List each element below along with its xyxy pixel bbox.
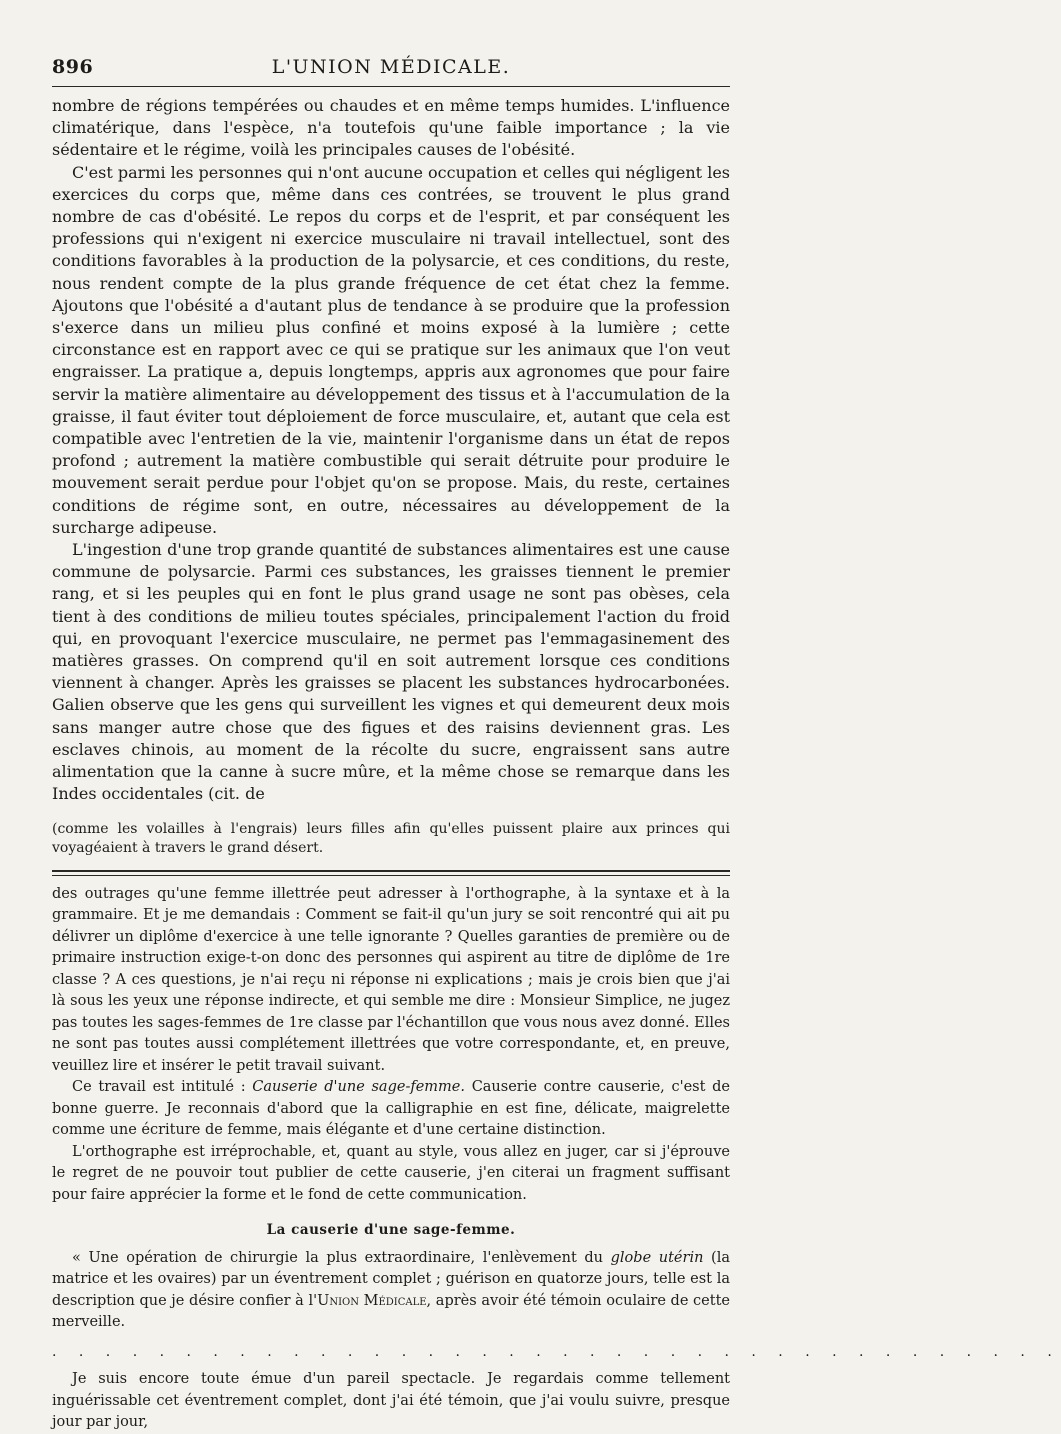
paragraph xyxy=(52,1248,730,1334)
page-number: 896 xyxy=(52,56,94,78)
paragraph: L'orthographe est irréprochable, et, quant au style, vous allez en juger, car si j'éprouve le regret de ne pouvoir tout publier de cette causerie, j'en citerai un fragment suffisant pour faire apprécier la forme et le fond de cette communication. xyxy=(52,1143,730,1203)
journal-title: L'UNION MÉDICALE. xyxy=(271,56,511,78)
feuilleton xyxy=(52,884,1061,1434)
text-span: (la matrice et les ovaires) par un éventrement complet ; guérison en quatorze jours, telle est la description que je désire confier à l' xyxy=(52,1249,730,1309)
main-article xyxy=(52,95,730,806)
feuilleton-divider xyxy=(52,870,730,876)
paragraph: nombre de régions tempérées ou chaudes et en même temps humides. L'influence climatérique, dans l'espèce, n'a toutefois qu'une faible importance ; la vie sédentaire et le régime, voilà les principales causes de l'obésité. xyxy=(52,96,730,160)
italic-title: Causerie d'une sage-femme. xyxy=(252,1079,465,1095)
paragraph: C'est parmi les personnes qui n'ont aucune occupation et celles qui négligent les exercices du corps que, même dans ces contrées, se trouvent le plus grand nombre de cas d'obésité. Le repos du corps et de l'esprit, et par conséquent les professions qui n'exigent ni exercice musculaire ni travail intellectuel, sont des conditions favorables à la production de la polysarcie, et ces conditions, du reste, nous rendent compte de la plus grande fréquence de cet état chez la femme. Ajoutons que l'obésité a d'autant plus de tendance à se produire que la profession s'exerce dans un milieu plus confiné et moins exposé à la lumière ; cette circonstance est en rapport avec ce qui se pratique sur les animaux que l'on veut engraisser. La pratique a, depuis longtemps, appris aux agronomes que pour faire servir la matière alimentaire au développement des tissus et à l'accumulation de la graisse, il faut éviter tout déploiement de force musculaire, et, autant que cela est compatible avec l'entretien de la vie, maintenir l'organisme dans un état de repos profond ; autrement la matière combustible qui serait détruite pour produire le mouvement serait perdue pour l'objet qu'on se propose. Mais, du reste, certaines conditions de régime sont, en outre, nécessaires au développement de la surcharge adipeuse. xyxy=(52,162,730,537)
page-header xyxy=(52,56,730,87)
paragraph: L'ingestion d'une trop grande quantité de substances alimentaires est une cause commune de polysarcie. Parmi ces substances, les graisses tiennent le premier rang, et si les peuples qui en font le plus grand usage ne sont pas obèses, cela tient à des conditions de milieu toutes spéciales, principalement l'action du froid qui, en provoquant l'exercice musculaire, ne permet pas l'emmagasinement des matières grasses. On comprend qu'il en soit autrement lorsque ces conditions viennent à changer. Après les graisses se placent les substances hydrocarbonées. Galien observe que les gens qui surveillent les vignes et qui demeurent deux mois sans manger autre chose que des figues et des raisins deviennent gras. Les esclaves chinois, au moment de la récolte du sucre, engraissent sans autre alimentation que la canne à sucre mûre, et la même chose se remarque dans les Indes occidentales (cit. de xyxy=(52,540,730,804)
footnote xyxy=(52,820,730,858)
section-heading: La causerie d'une sage-femme. xyxy=(266,1222,516,1238)
italic-term: globe utérin xyxy=(610,1249,704,1266)
text-span: « Une opération de chirurgie la plus extraordinaire, l'enlèvement du xyxy=(72,1249,611,1266)
paragraph: des outrages qu'une femme illettrée peut adresser à l'orthographe, à la syntaxe et à la grammaire. Et je me demandais : Comment se fait-il qu'un jury se soit rencontré qui ait pu délivrer un diplôme d'exercice à une telle ignorante ? Quelles garanties de première ou de primaire instruction exige-t-on donc des personnes qui aspirent au titre de diplôme de 1re classe ? A ces questions, je n'ai reçu ni réponse ni explications ; mais je crois bien que j'ai là sous les yeux une réponse indirecte, et qui semble me dire : Monsieur Simplice, ne jugez pas toutes les sages-femmes de 1re classe par l'échantillon que vous nous avez donné. Elles ne sont pas toutes aussi complétement illettrées que votre correspondante, et, en preuve, veuillez lire et insérer le petit travail suivant. xyxy=(52,885,730,1074)
text-span: , après avoir été témoin oculaire de cette merveille. xyxy=(52,1292,730,1330)
footnote-text: (comme les volailles à l'engrais) leurs filles afin qu'elles puissent plaire aux princes qui voyagéaient à travers le grand désert. xyxy=(52,820,730,856)
paragraph: Je suis encore toute émue d'un pareil spectacle. Je regardais comme tellement inguérissable cet éventrement complet, dont j'ai été témoin, que j'ai voulu suivre, presque jour par jour, xyxy=(52,1371,730,1430)
journal-name-smallcaps: Union Médicale xyxy=(317,1292,427,1309)
ellipsis-separator: . . . . . . . . . . . . . . . . . . . . . . . . . . . . . . . . . . . . . . xyxy=(52,1343,1061,1360)
text-span: Causerie contre causerie, c'est de bonne guerre. Je reconnais d'abord que la calligraphie en est fine, délicate, maigrelette comme une écriture de femme, mais élégante et d'une certaine distinction. xyxy=(52,1079,731,1138)
text-span: Ce travail est intitulé : xyxy=(72,1079,253,1095)
paragraph xyxy=(52,1077,730,1142)
